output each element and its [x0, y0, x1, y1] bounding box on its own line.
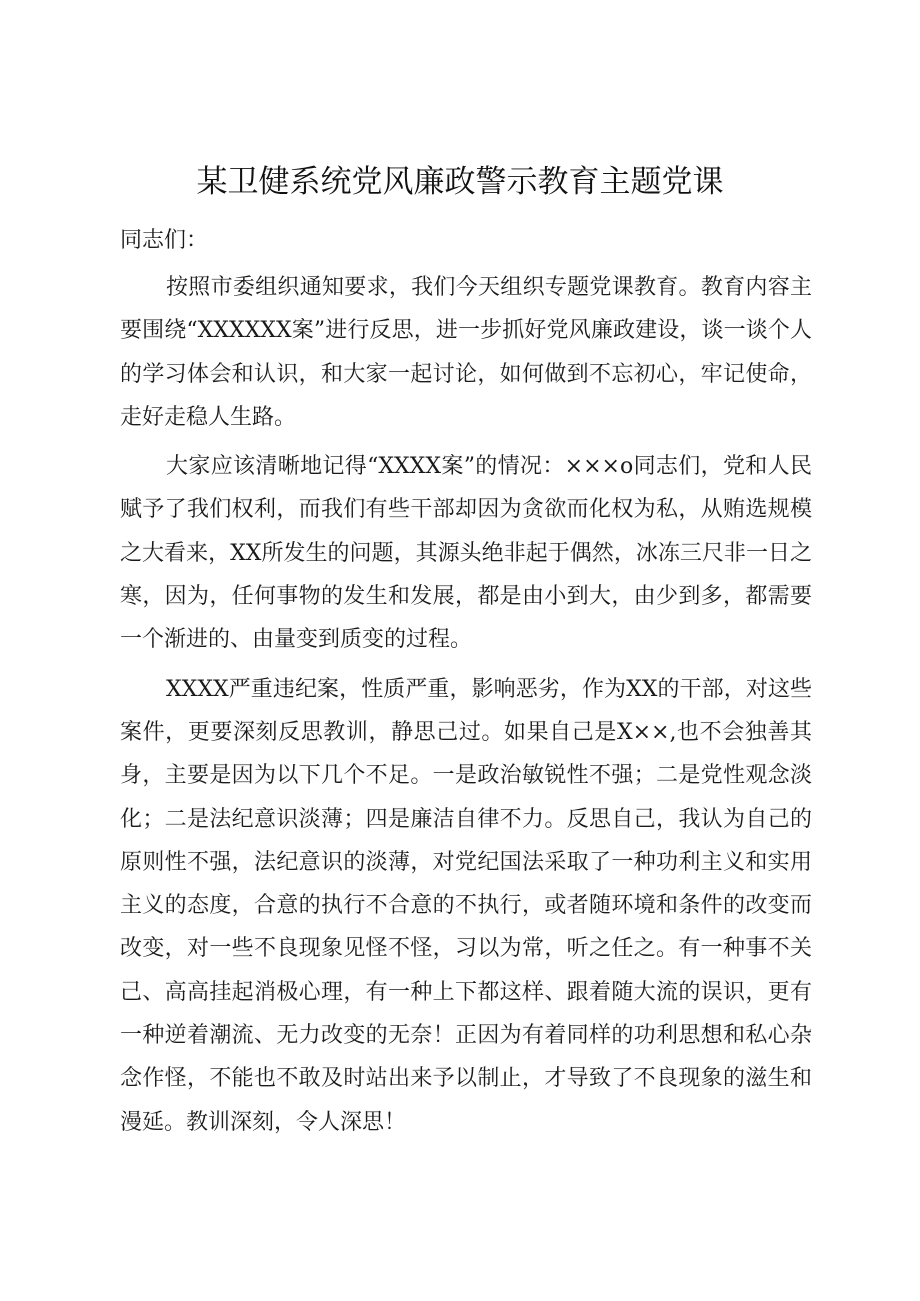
- document-title: 某卫健系统党风廉政警示教育主题党课: [196, 164, 724, 200]
- paragraph-2: 大家应该清晰地记得“XXXX案”的情况：×××o同志们，党和人民赋予了我们权利，而我们有些干部却因为贪欲而化权为私，从贿选规模之大看来，XX所发生的问题，其源头绝非起于偶然，冰冻三尺非一日之寒，因为，任何事物的发生和发展，都是由小到大，由少到多，都需要一个渐进的、由量变到质变的过程。: [120, 454, 812, 653]
- salutation: 同志们：: [120, 228, 209, 253]
- document-body: [120, 218, 812, 1147]
- paragraph-1: 按照市委组织通知要求，我们今天组织专题党课教育。教育内容主要围绕“XXXXXX案”进行反思，进一步抓好党风廉政建设，谈一谈个人的学习体会和认识，和大家一起讨论，如何做到不忘初心，牢记使命，走好走稳人生路。: [120, 275, 813, 430]
- paragraph-3: XXXX严重违纪案，性质严重，影响恶劣，作为XX的干部，对这些案件，更要深刻反思教训，静思己过。如果自己是X××,也不会独善其身，主要是因为以下几个不足。一是政治敏锐性不强；二是党性观念淡化；二是法纪意识淡薄；四是廉洁自律不力。反思自己，我认为自己的原则性不强，法纪意识的淡薄，对党纪国法采取了一种功利主义和实用主义的态度，合意的执行不合意的不执行，或者随环境和条件的改变而改变，对一些不良现象见怪不怪，习以为常，听之任之。有一种事不关己、高高挂起消极心理，有一种上下都这样、跟着随大流的误识，更有一种逆着潮流、无力改变的无奈！正因为有着同样的功利思想和私心杂念作怪，不能也不敢及时站出来予以制止，才导致了不良现象的滋生和漫延。教训深刻，令人深思！: [120, 676, 812, 1135]
